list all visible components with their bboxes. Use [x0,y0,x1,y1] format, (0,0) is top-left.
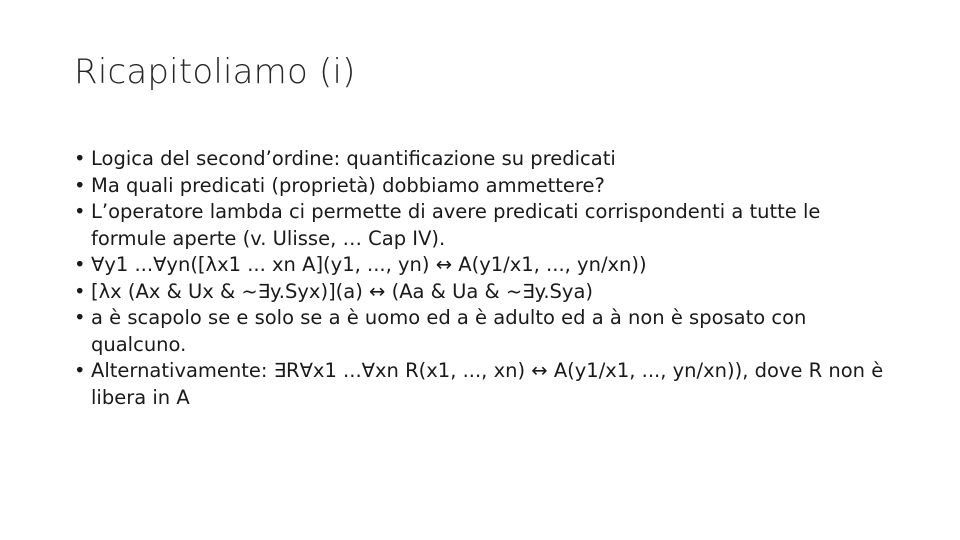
bullet-item [74,279,894,306]
bullet-icon: • [74,200,86,223]
bullet-item [74,305,894,358]
bullet-item [74,252,894,279]
bullet-item [74,358,894,411]
bullet-text: Alternativamente: ∃R∀x1 ...∀xn R(x1, ..., xn) ↔ A(y1/x1, ..., yn/xn)), dove R non è libera in A [91,359,884,409]
bullet-item [74,173,894,200]
bullet-icon: • [74,147,86,170]
bullet-text: Ma quali predicati (proprietà) dobbiamo ammettere? [91,173,605,197]
bullet-item [74,146,894,173]
bullet-text: ∀y1 ...∀yn([λx1 ... xn A](y1, ..., yn) ↔ A(y1/x1, ..., yn/xn)) [91,253,647,276]
bullet-text: L’operatore lambda ci permette di avere predicati corrispondenti a tutte le formule aperte (v. Ulisse, … Cap IV). [91,200,821,250]
bullet-icon: • [74,359,86,382]
bullet-text: [λx (Ax & Ux & ~∃y.Syx)](a) ↔ (Aa & Ua & ~∃y.Sya) [91,279,594,303]
bullet-icon: • [74,173,86,197]
bullet-icon: • [74,279,86,303]
bullet-item [74,199,894,252]
slide-title: Ricapitoliamo (i) [74,52,356,92]
bullet-text: a è scapolo se e solo se a è uomo ed a è adulto ed a à non è sposato con qualcuno. [91,306,807,356]
bullet-icon: • [74,253,86,276]
bullet-list [74,146,894,411]
bullet-text: Logica del second’ordine: quantificazione su predicati [91,147,616,170]
bullet-icon: • [74,306,86,329]
